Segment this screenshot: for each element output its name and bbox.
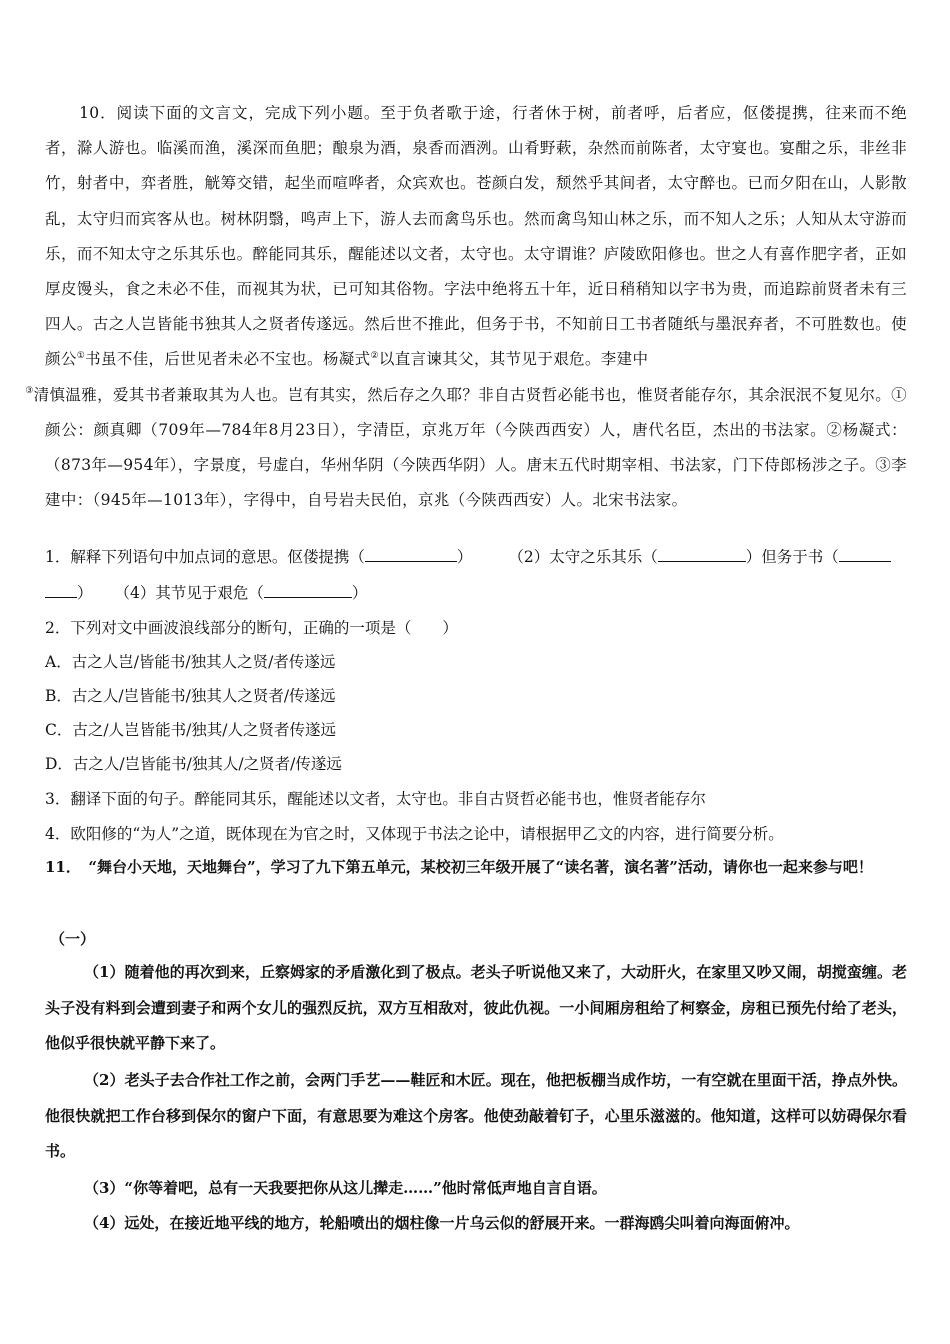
- footnote-marker-1: ①: [76, 351, 86, 362]
- question-10-passage: [25, 96, 907, 518]
- subquestion-1-part-2: （2）太守之乐其乐（: [508, 548, 658, 566]
- question-11-stem: 11． “舞台小天地，天地舞台”，学习了九下第五单元，某校初三年级开展了“读名著，演名著”活动，请你也一起来参与吧！: [45, 858, 873, 876]
- passage-text-4: 清慎温雅，爱其书者兼取其为人也。岂有其实，然后存之久耶？非自古贤哲必能书也，惟贤者能存尔，其余泯泯不复见尔。①颜公：颜真卿（709年—784年8月23日），字清臣，京兆万年（今陕西西安）人，唐代名臣，杰出的书法家。②杨凝式：（873年—954年），字景度，号虚白，华州华阴（今陕西华阴）人。唐末五代时期宰相、书法家，门下侍郎杨涉之子。③李建中：（945年—1013年），字得中，自号岩夫民伯，京兆（今陕西西安）人。北宋书法家。: [33, 385, 907, 510]
- footnote-marker-3: ③: [25, 386, 34, 397]
- answer-blank-3[interactable]: [839, 547, 891, 562]
- answer-blank-3-cont[interactable]: [45, 583, 77, 598]
- subquestion-1-line-1: [45, 547, 891, 567]
- paren-close: ）: [456, 548, 473, 566]
- subquestion-1-stem: 1．解释下列语句中加点词的意思。伛偻提携（: [45, 548, 365, 566]
- passage-text-2: 书虽不佳，后世见者未必不宝也。杨凝式: [85, 350, 371, 369]
- paren-close: ）: [77, 584, 93, 602]
- passage-text-3: 以直言谏其父，其节见于艰危。李建中: [378, 350, 649, 369]
- subquestion-1-line-2: [45, 583, 367, 603]
- passage-text: 10．阅读下面的文言文，完成下列小题。至于负者歌于途，行者休于树，前者呼，后者应，伛偻提携，往来而不绝者，滁人游也。临溪而渔，溪深而鱼肥；酿泉为酒，泉香而酒洌。山肴野蔌，杂然而前陈者，太守宴也。宴酣之乐，非丝非竹，射者中，弈者胜，觥筹交错，起坐而喧哗者，众宾欢也。苍颜白发，颓然乎其间者，太守醉也。已而夕阳在山，人影散乱，太守归而宾客从也。树林阴翳，鸣声上下，游人去而禽鸟乐也。然而禽鸟知山林之乐，而不知人之乐；人知从太守游而乐，而不知太守之乐其乐也。醉能同其乐，醒能述以文者，太守也。太守谓谁？庐陵欧阳修也。世之人有喜作肥字者，正如厚皮馒头，食之未必不佳，而视其为状，已可知其俗物。字法中绝将五十年，近日稍稍知以字书为贵，而追踪前贤者未有三四人。古之人岂皆能书独其人之贤者传遂远。然后世不推此，但务于书，不知前日工书者随纸与墨泯弃者，不可胜数也。使颜公: [45, 104, 907, 369]
- subquestion-3: 3．翻译下面的句子。醉能同其乐，醒能述以文者，太守也。非自古贤哲必能书也，惟贤者能存尔: [45, 790, 706, 808]
- subquestion-2-stem: 2．下列对文中画波浪线部分的断句，正确的一项是（ ）: [45, 619, 458, 637]
- excerpt-paragraph-3: （3）“你等着吧，总有一天我要把你从这儿撵走……”他时常低声地自言自语。: [84, 1179, 607, 1197]
- subquestion-1-part-3: ）但务于书（: [745, 548, 839, 566]
- paren-close: ）: [351, 584, 368, 602]
- answer-blank-1[interactable]: [365, 547, 457, 562]
- answer-blank-4[interactable]: [264, 583, 352, 598]
- excerpt-paragraph-4: （4）远处，在接近地平线的地方，轮船喷出的烟柱像一片乌云似的舒展开来。一群海鸥尖叫着向海面俯冲。: [84, 1214, 800, 1232]
- option-b[interactable]: B．古之人/岂皆能书/独其人之贤者/传遂远: [45, 687, 336, 705]
- subquestion-4: 4．欧阳修的“为人”之道，既体现在为官之时，又体现于书法之论中，请根据甲乙文的内容，进行简要分析。: [45, 825, 784, 843]
- option-c[interactable]: C．古之/人岂皆能书/独其/人之贤者传遂远: [45, 721, 337, 739]
- option-a[interactable]: A．古之人岂/皆能书/独其人之贤/者传遂远: [45, 653, 336, 671]
- excerpt-paragraph-1: （1）随着他的再次到来，丘察姆家的矛盾激化到了极点。老头子听说他又来了，大动肝火，在家里又吵又闹，胡搅蛮缠。老头子没有料到会遭到妻子和两个女儿的强烈反抗，双方互相敌对，彼此仇视。一小间厢房租给了柯察金，房租已预先付给了老头，他似乎很快就平静下来了。: [45, 963, 907, 1052]
- footnote-marker-2: ②: [370, 351, 379, 362]
- option-d[interactable]: D．古之人/岂皆能书/独其人/之贤者/传遂远: [45, 755, 342, 773]
- subquestion-1-part-4: （4）其节见于艰危（: [114, 584, 264, 602]
- section-heading: （一）: [50, 930, 96, 948]
- excerpt-paragraph-2: （2）老头子去合作社工作之前，会两门手艺——鞋匠和木匠。现在，他把板棚当成作坊，一有空就在里面干活，挣点外快。他很快就把工作台移到保尔的窗户下面，有意思要为难这个房客。他使劲敲着钉子，心里乐滋滋的。他知道，这样可以妨碍保尔看书。: [45, 1071, 907, 1160]
- answer-blank-2[interactable]: [658, 547, 746, 562]
